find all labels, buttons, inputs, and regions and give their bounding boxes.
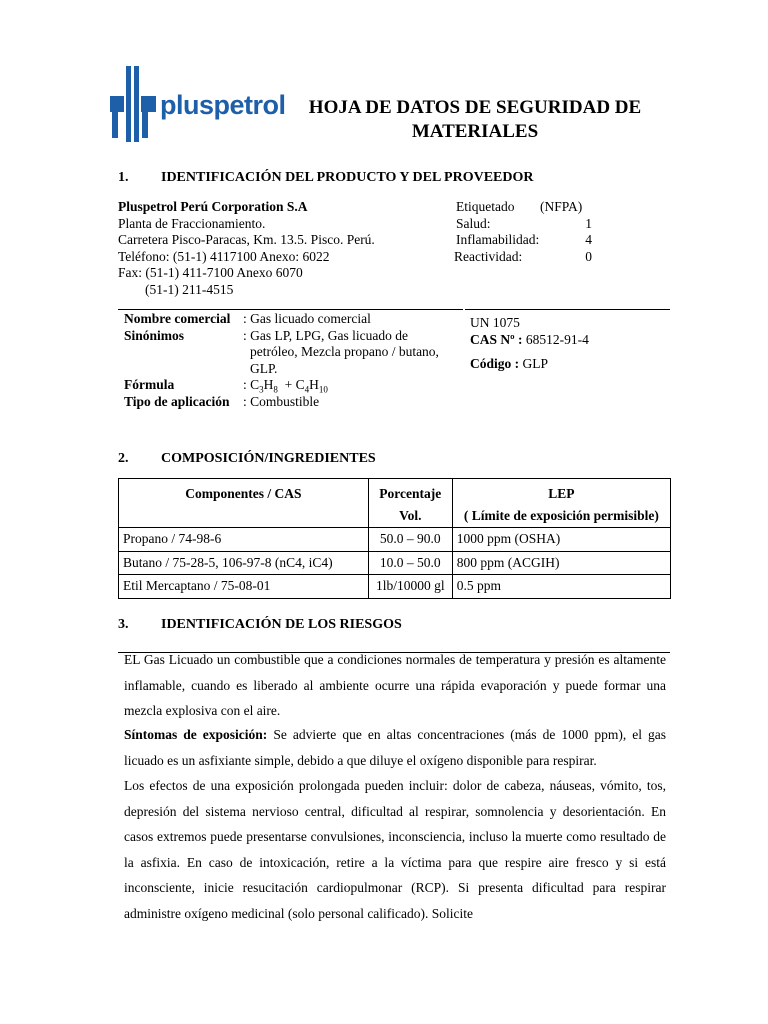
- section-title: IDENTIFICACIÓN DE LOS RIESGOS: [161, 617, 402, 632]
- un-number: UN 1075: [470, 315, 520, 330]
- product-codes: [470, 315, 589, 373]
- title-line-2: MATERIALES: [411, 121, 539, 142]
- section-1-heading: [118, 170, 678, 188]
- nfpa-row: [456, 249, 592, 266]
- formula-label: Fórmula: [124, 377, 175, 392]
- title-line-1: HOJA DE DATOS DE SEGURIDAD DE: [308, 97, 642, 118]
- percent-cell: 1lb/10000 gl: [368, 575, 452, 599]
- exposure-paragraph: [124, 722, 666, 773]
- header-percent: Porcentaje Vol.: [368, 479, 452, 528]
- application-label: Tipo de aplicación: [124, 393, 230, 409]
- section-2-heading: [118, 451, 678, 469]
- section-title: COMPOSICIÓN/INGREDIENTES: [161, 451, 376, 466]
- synonyms-label: Sinónimos: [124, 327, 185, 343]
- header-lep: LEP ( Límite de exposición permisible): [452, 479, 670, 528]
- risk-paragraph: EL Gas Licuado un combustible que a condiciones normales de temperatura y presión es altamente inflamable, cuando es liberado al ambiente ocurre una rápida evaporación y puede formar una mezcla explosiva con el aire.: [124, 652, 666, 718]
- table-row: [119, 551, 671, 575]
- table-header-row: [119, 479, 671, 528]
- nfpa-value: 4: [585, 232, 592, 247]
- component-cell: Butano / 75-28-5, 106-97-8 (nC4, iC4): [119, 551, 369, 575]
- nfpa-value: 1: [585, 215, 592, 231]
- nfpa-label: Reactividad:: [454, 248, 523, 264]
- lep-cell: 0.5 ppm: [452, 575, 670, 599]
- lep-cell: 1000 ppm (OSHA): [452, 528, 670, 552]
- address-line: Carretera Pisco-Paracas, Km. 13.5. Pisco. Perú.: [118, 232, 375, 247]
- divider: [118, 309, 463, 310]
- synonyms-value: petróleo, Mezcla propano / butano,: [250, 344, 439, 359]
- supplier-block: [118, 199, 375, 298]
- trade-name-label: Nombre comercial: [124, 311, 231, 326]
- logo-wordmark: pluspetrol: [160, 90, 286, 120]
- company-name: Pluspetrol Perú Corporation S.A: [118, 199, 308, 214]
- synonyms-value: : Gas LP, LPG, Gas licuado de: [243, 327, 408, 343]
- synonyms-value: GLP.: [250, 360, 278, 376]
- header-components: Componentes / CAS: [119, 479, 369, 528]
- nfpa-row: [456, 216, 592, 233]
- fax-line: Fax: (51-1) 411-7100 Anexo 6070: [118, 265, 303, 280]
- trade-name-value: : Gas licuado comercial: [243, 311, 371, 326]
- exposure-text: Se advierte que en altas concentraciones (más de 1000 ppm), el gas licuado es un asfixiante simple, debido a que diluye el oxígeno disponible para respirar.: [124, 727, 666, 768]
- nfpa-labeling: [456, 199, 592, 265]
- section-number: 2.: [118, 451, 129, 466]
- lep-cell: 800 ppm (ACGIH): [452, 551, 670, 575]
- formula-value: : $C_3H_8 + C_4H_{10}$: [243, 377, 328, 395]
- fax-line-2: (51-1) 211-4515: [145, 281, 234, 297]
- nfpa-value: 0: [585, 248, 592, 264]
- section-number: 3.: [118, 617, 129, 632]
- document-title: [290, 96, 660, 144]
- section-3-heading: [118, 617, 678, 635]
- component-cell: Propano / 74-98-6: [119, 528, 369, 552]
- code-label: Código :: [470, 356, 520, 371]
- product-identification: [124, 311, 464, 410]
- application-value: : Combustible: [243, 393, 320, 409]
- table-row: [119, 528, 671, 552]
- percent-cell: 10.0 – 50.0: [368, 551, 452, 575]
- nfpa-label: Salud:: [456, 215, 491, 231]
- effects-paragraph: Los efectos de una exposición prolongada pueden incluir: dolor de cabeza, náuseas, vómito, tos, depresión del sistema nervioso central, dificultad al respirar, somnolencia y desorientación. En casos extremos puede presentarse convulsiones, inconsciencia, incluso la muerte como resultado de la asfixia. En caso de intoxicación, retire a la víctima para que respire aire fresco y si está inconsciente, inicie resucitación cardiopulmonar (RCP). Si presenta dificultad para respirar administre oxígeno medicinal (solo personal calificado). Solicite: [124, 778, 666, 921]
- company-logo: [110, 66, 286, 144]
- labeling-heading: Etiquetado: [456, 199, 515, 214]
- percent-cell: 50.0 – 90.0: [368, 528, 452, 552]
- section-number: 1.: [118, 170, 129, 185]
- component-cell: Etil Mercaptano / 75-08-01: [119, 575, 369, 599]
- cas-label: CAS Nº :: [470, 331, 523, 347]
- table-row: [119, 575, 671, 599]
- code-value: GLP: [519, 356, 549, 371]
- section-title: IDENTIFICACIÓN DEL PRODUCTO Y DEL PROVEEDOR: [161, 170, 534, 185]
- address-line: Planta de Fraccionamiento.: [118, 215, 266, 231]
- composition-table: [118, 478, 671, 599]
- labeling-standard: (NFPA): [540, 199, 583, 214]
- divider: [465, 309, 670, 310]
- phone-line: Teléfono: (51-1) 4117100 Anexo: 6022: [118, 248, 330, 264]
- nfpa-row: [456, 232, 592, 249]
- nfpa-label: Inflamabilidad:: [456, 232, 540, 247]
- cas-value: 68512-91-4: [522, 331, 589, 347]
- pluspetrol-logo-icon: [110, 66, 160, 144]
- exposure-label: Síntomas de exposición:: [124, 727, 268, 742]
